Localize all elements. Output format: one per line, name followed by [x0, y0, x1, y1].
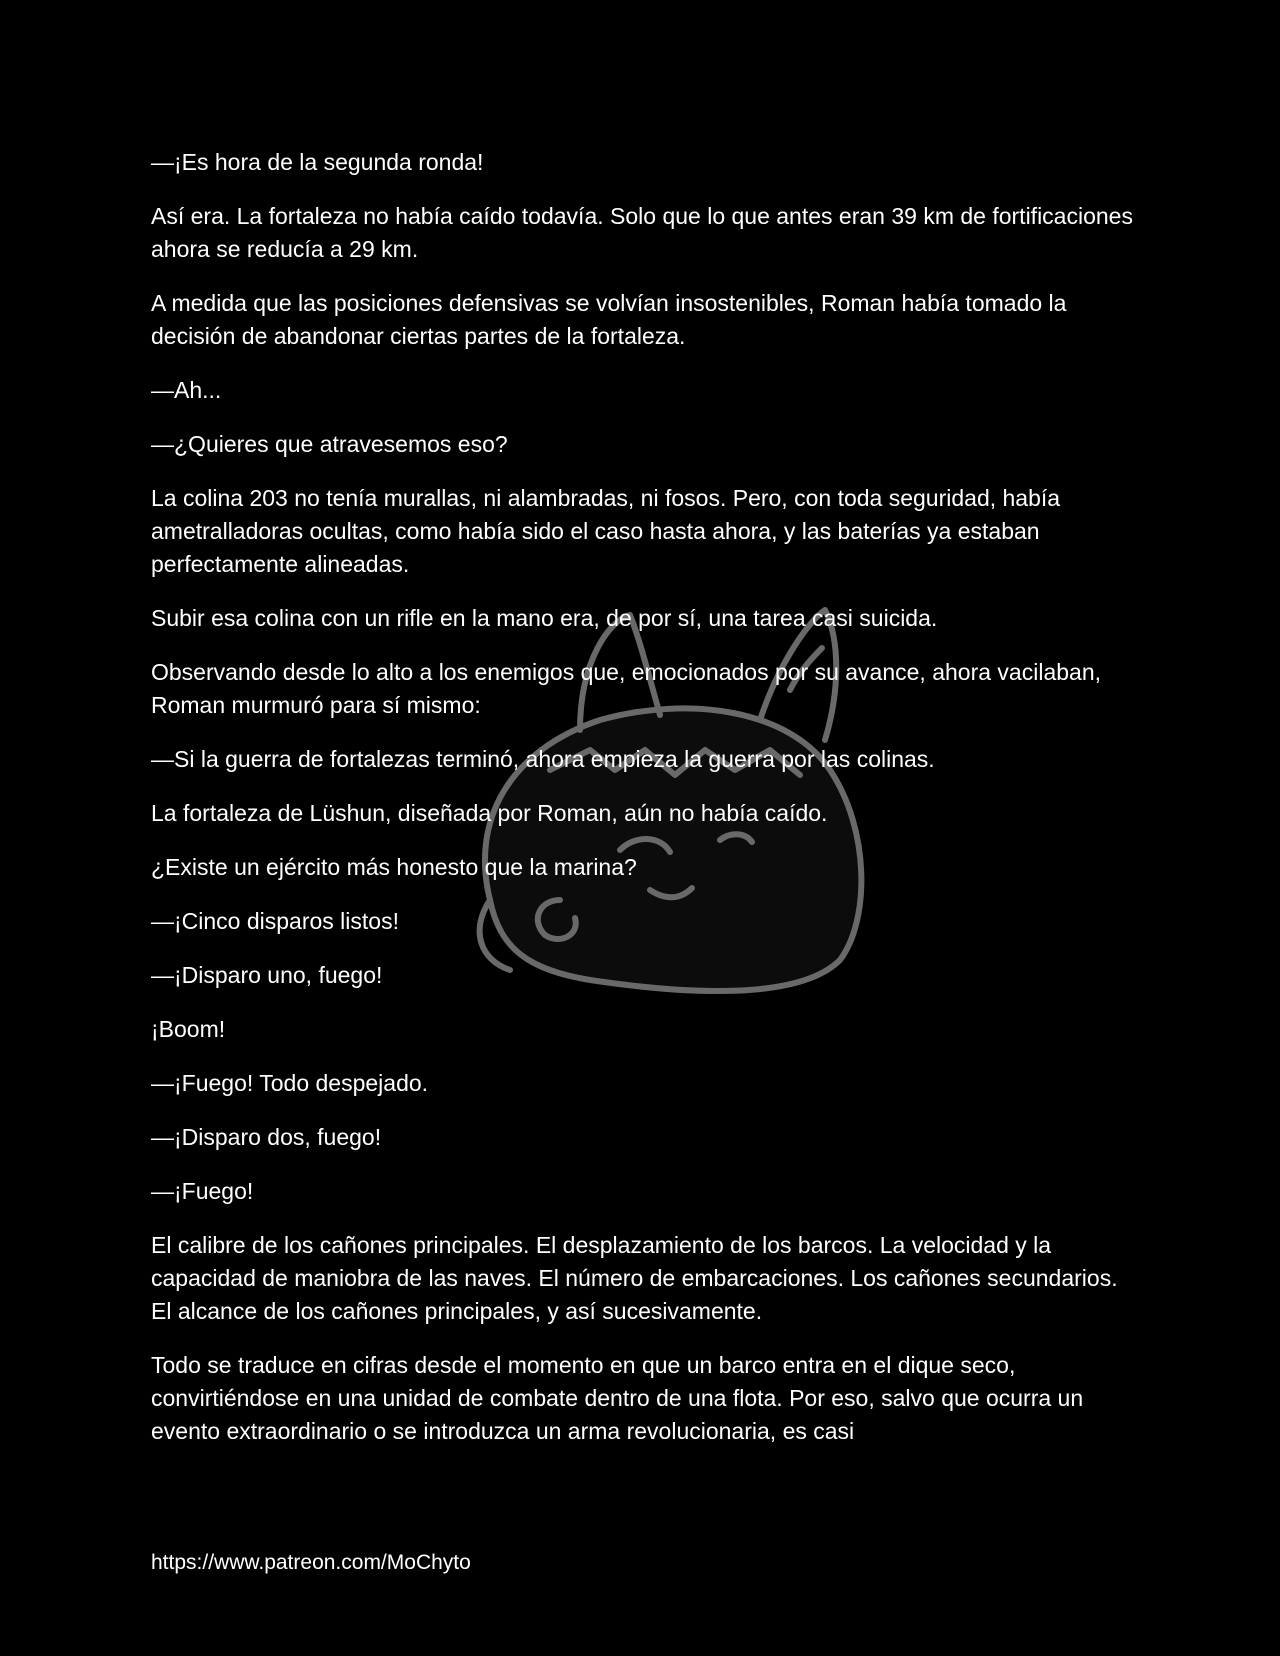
paragraph: —¡Cinco disparos listos!	[151, 908, 399, 934]
patreon-link[interactable]: https://www.patreon.com/MoChyto	[151, 1551, 471, 1574]
paragraph: —¡Es hora de la segunda ronda!	[151, 149, 484, 175]
paragraph: La colina 203 no tenía murallas, ni alambradas, ni fosos. Pero, con toda seguridad, había ametralladoras ocultas, como había sido el caso hasta ahora, y las baterías ya estaban perfectamente alineadas.	[151, 485, 1061, 577]
paragraph: ¡Boom!	[151, 1016, 226, 1042]
paragraph: ¿Existe un ejército más honesto que la marina?	[151, 854, 637, 880]
paragraph: El calibre de los cañones principales. El desplazamiento de los barcos. La velocidad y la capacidad de maniobra de las naves. El número de embarcaciones. Los cañones secundarios. El alcance de los cañones principales, y así sucesivamente.	[151, 1232, 1118, 1324]
paragraph: —¡Fuego! Todo despejado.	[151, 1070, 429, 1096]
paragraph: Subir esa colina con un rifle en la mano era, de por sí, una tarea casi suicida.	[151, 605, 938, 631]
paragraph: Todo se traduce en cifras desde el momento en que un barco entra en el dique seco, convirtiéndose en una unidad de combate dentro de una flota. Por eso, salvo que ocurra un evento extraordinario o se introduzca un arma revolucionaria, es casi	[151, 1352, 1084, 1444]
paragraph: —¿Quieres que atravesemos eso?	[151, 431, 508, 457]
paragraph: —¡Disparo dos, fuego!	[151, 1124, 382, 1150]
paragraph: Así era. La fortaleza no había caído todavía. Solo que lo que antes eran 39 km de fortificaciones ahora se reducía a 29 km.	[151, 203, 1133, 262]
paragraph: —¡Disparo uno, fuego!	[151, 962, 383, 988]
paragraph: A medida que las posiciones defensivas se volvían insostenibles, Roman había tomado la decisión de abandonar ciertas partes de la fortaleza.	[151, 290, 1067, 349]
chapter-text	[151, 146, 1141, 1469]
paragraph: —Ah...	[151, 377, 222, 403]
paragraph: —¡Fuego!	[151, 1178, 254, 1204]
paragraph: —Si la guerra de fortalezas terminó, ahora empieza la guerra por las colinas.	[151, 746, 935, 772]
paragraph: La fortaleza de Lüshun, diseñada por Roman, aún no había caído.	[151, 800, 828, 826]
paragraph: Observando desde lo alto a los enemigos que, emocionados por su avance, ahora vacilaban, Roman murmuró para sí mismo:	[151, 659, 1101, 718]
